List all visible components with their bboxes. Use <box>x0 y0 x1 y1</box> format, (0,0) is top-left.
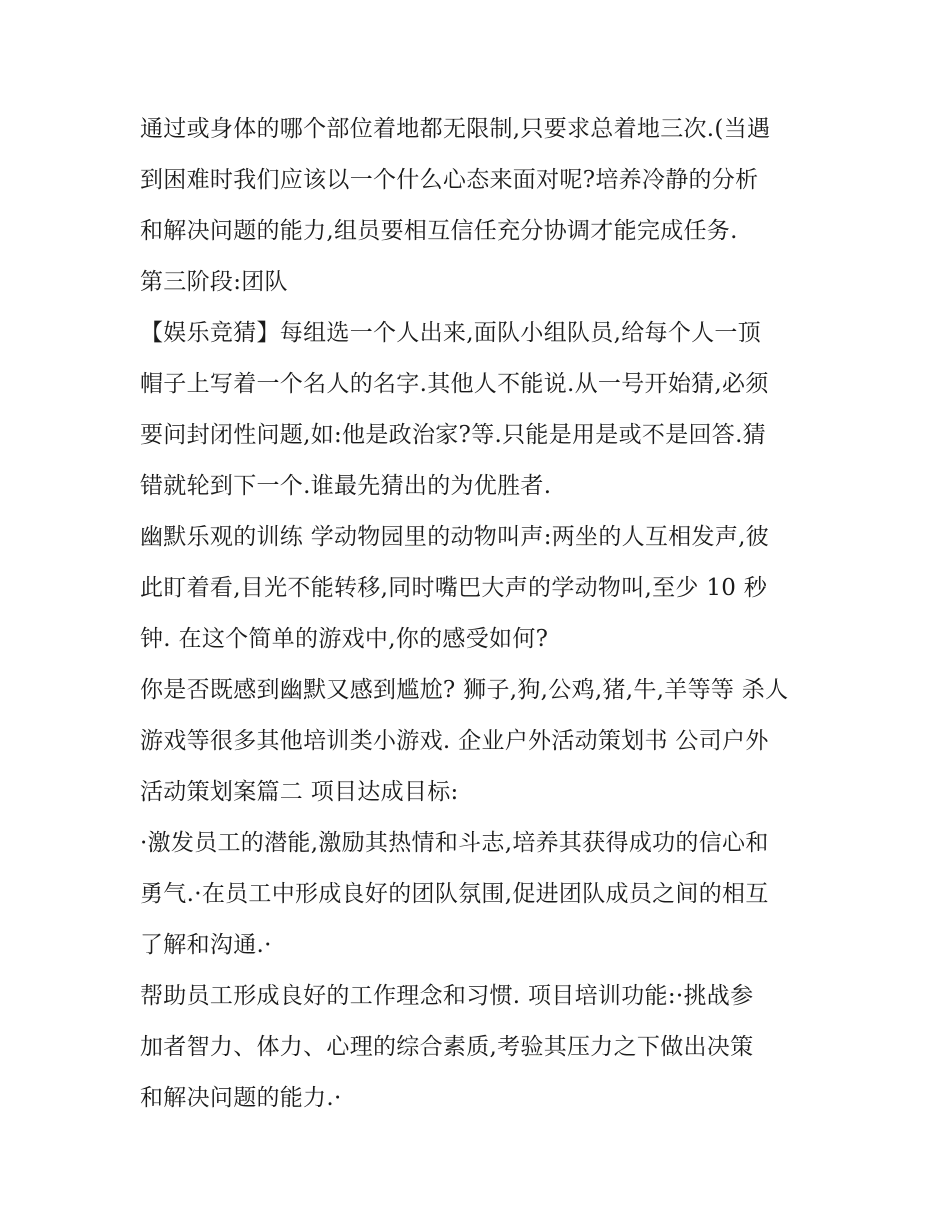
text-line: 此盯着看,目光不能转移,同时嘴巴大声的学动物叫,至少 10 秒 <box>140 575 768 601</box>
text-line: 你是否既感到幽默又感到尴尬? 狮子,狗,公鸡,猪,牛,羊等等 杀人 <box>140 677 789 703</box>
text-line: 活动策划案篇二 项目达成目标: <box>140 779 459 805</box>
text-line: 帽子上写着一个名人的名字.其他人不能说.从一号开始猜,必须 <box>140 371 769 397</box>
text-line: 幽默乐观的训练 学动物园里的动物叫声:两坐的人互相发声,彼 <box>140 524 770 550</box>
text-line: 和解决问题的能力.· <box>140 1085 342 1111</box>
text-line: 加者智力、体力、心理的综合素质,考验其压力之下做出决策 <box>140 1034 754 1060</box>
text-line: 要问封闭性问题,如:他是政治家?等.只能是用是或不是回答.猜 <box>140 422 767 448</box>
section-heading: 第三阶段:团队 <box>140 269 288 295</box>
text-line: ·激发员工的潜能,激励其热情和斗志,培养其获得成功的信心和 <box>140 830 769 856</box>
text-line: 【娱乐竞猜】每组选一个人出来,面队小组队员,给每个人一顶 <box>140 320 762 346</box>
text-line: 通过或身体的哪个部位着地都无限制,只要求总着地三次.(当遇 <box>140 116 771 142</box>
text-line: 游戏等很多其他培训类小游戏. 企业户外活动策划书 公司户外 <box>140 728 769 754</box>
text-line: 了解和沟通.· <box>140 932 272 958</box>
text-line: 到困难时我们应该以一个什么心态来面对呢?培养冷静的分析 <box>140 167 759 193</box>
text-line: 勇气.·在员工中形成良好的团队氛围,促进团队成员之间的相互 <box>140 881 769 907</box>
text-line: 和解决问题的能力,组员要相互信任充分协调才能完成任务. <box>140 218 738 244</box>
text-line: 错就轮到下一个.谁最先猜出的为优胜者. <box>140 473 552 499</box>
text-line: 帮助员工形成良好的工作理念和习惯. 项目培训功能:·挑战参 <box>140 983 754 1009</box>
text-line: 钟. 在这个简单的游戏中,你的感受如何? <box>140 626 549 652</box>
